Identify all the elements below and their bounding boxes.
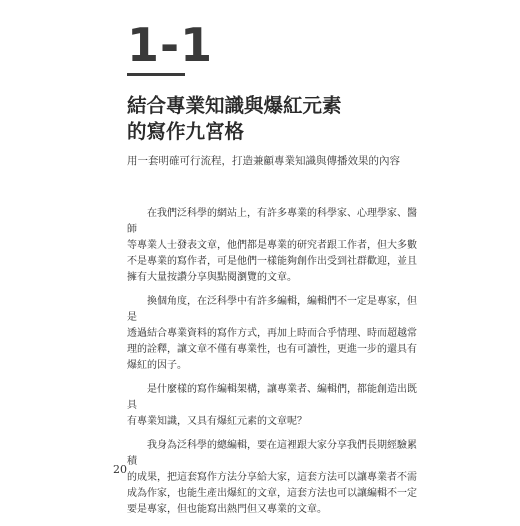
text-line: 的成果，把這套寫作方法分享給大家，這套方法可以讓專業者不需: [127, 472, 417, 483]
body-paragraph: [127, 382, 422, 430]
chapter-subtitle: 用一套明確可行流程，打造兼顧專業知識與傳播效果的內容: [127, 155, 400, 167]
chapter-title-line: 的寫作九宮格: [127, 120, 245, 143]
chapter-title-line: 結合專業知識與爆紅元素: [127, 94, 342, 117]
body-paragraph: [127, 206, 422, 286]
text-line: 爆紅的因子。: [127, 360, 187, 371]
body-text: [127, 206, 422, 526]
text-line: 要是專家，但也能寫出熱門但又專業的文章。: [127, 504, 327, 515]
chapter-number: 1-1: [127, 18, 214, 72]
text-line: 不是專業的寫作者，可是他們一樣能夠創作出受到社群歡迎，並且: [127, 256, 417, 267]
chapter-number-underline: [127, 73, 185, 76]
body-paragraph: [127, 438, 422, 518]
text-line: 我身為泛科學的總編輯，要在這裡跟大家分享我們長期經驗累積: [127, 440, 417, 467]
page-number: 20: [113, 463, 127, 476]
text-line: 在我們泛科學的網站上，有許多專業的科學家、心理學家、醫師: [127, 208, 417, 235]
text-line: 等專業人士發表文章，他們都是專業的研究者跟工作者，但大多數: [127, 240, 417, 251]
text-line: 透過結合專業資料的寫作方式，再加上時而合乎情理、時而超越常: [127, 328, 417, 339]
body-paragraph: [127, 294, 422, 374]
text-line: 有專業知識，又具有爆紅元素的文章呢？: [127, 416, 307, 427]
text-line: 成為作家，也能生產出爆紅的文章，這套方法也可以讓編輯不一定: [127, 488, 417, 499]
text-line: 是什麼樣的寫作編輯架構，讓專業者、編輯們，都能創造出既具: [127, 384, 417, 411]
text-line: 擁有大量按讚分享與點閱瀏覽的文章。: [127, 272, 297, 283]
chapter-title: [127, 93, 427, 145]
text-line: 換個角度，在泛科學中有許多編輯，編輯們不一定是專家，但是: [127, 296, 417, 323]
text-line: 理的詮釋，讓文章不僅有專業性，也有可讀性，更進一步的還具有: [127, 344, 417, 355]
